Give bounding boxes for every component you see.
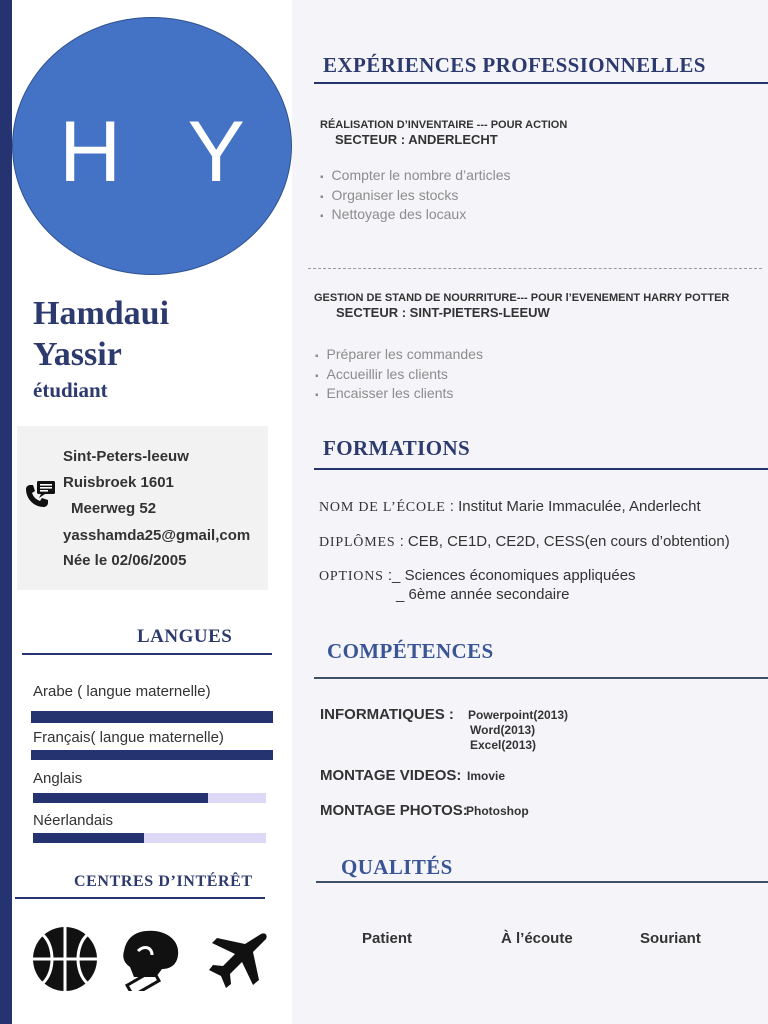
- language-bar-french: [31, 750, 273, 760]
- skill-video-key: MONTAGE VIDEOS:: [320, 767, 462, 784]
- skill-it-value-1: Powerpoint(2013): [468, 708, 569, 722]
- language-label-english: Anglais: [33, 770, 83, 787]
- list-item: ▪ Compter le nombre d’articles: [320, 167, 511, 187]
- job-2-title: GESTION DE STAND DE NOURRITURE--- POUR l’EVENEMENT HARRY POTTER: [314, 292, 730, 304]
- job-2-tasks: [315, 346, 483, 405]
- language-bar-arabic: [31, 711, 273, 723]
- monogram: H Y: [59, 104, 267, 200]
- boxing-glove-icon: [116, 927, 184, 991]
- language-bar-english: [33, 793, 266, 803]
- education-rule: [314, 468, 768, 470]
- contact-city: Sint-Peters-leeuw: [63, 448, 189, 465]
- quality-item-3: Souriant: [640, 930, 701, 947]
- job-1-title: RÉALISATION D’INVENTAIRE --- POUR ACTION: [320, 119, 568, 131]
- list-item: ▪ Accueillir les clients: [315, 366, 483, 386]
- sidebar-accent-strip: [0, 0, 12, 1024]
- skills-rule: [314, 677, 768, 679]
- contact-email[interactable]: yasshamda25@gmail,com: [63, 527, 251, 544]
- education-school: [319, 498, 701, 516]
- quality-item-1: Patient: [362, 930, 413, 947]
- interests-heading: CENTRES D’INTÉRÊT: [74, 873, 253, 890]
- skill-it-key: INFORMATIQUES :: [320, 706, 454, 723]
- basketball-icon: [31, 926, 99, 992]
- language-bar-fill-arabic: [31, 711, 273, 723]
- language-label-dutch: Néerlandais: [33, 812, 114, 829]
- languages-heading: LANGUES: [137, 626, 233, 647]
- education-options-key: OPTIONS: [319, 569, 384, 584]
- last-name: Yassir: [33, 336, 122, 373]
- qualities-rule: [316, 881, 768, 883]
- skill-photo-value: Photoshop: [466, 804, 529, 818]
- language-bar-fill-dutch: [33, 833, 144, 843]
- experience-heading: EXPÉRIENCES PROFESSIONNELLES: [323, 53, 706, 77]
- quality-item-2: À l’écoute: [501, 930, 573, 947]
- phone-chat-icon: [22, 480, 56, 514]
- contact-street: Ruisbroek 1601: [63, 474, 174, 491]
- contact-street-2: Meerweg 52: [71, 500, 157, 517]
- skill-photo-key: MONTAGE PHOTOS:: [320, 802, 468, 819]
- job-title: étudiant: [33, 378, 108, 402]
- language-label-arabic: Arabe ( langue maternelle): [33, 683, 211, 700]
- first-name: Hamdaui: [33, 295, 170, 332]
- experience-rule: [314, 82, 768, 84]
- job-1-sector: SECTEUR : ANDERLECHT: [335, 132, 498, 147]
- skills-heading: COMPÉTENCES: [327, 639, 494, 663]
- language-label-french: Français( langue maternelle): [33, 729, 224, 746]
- list-item: ▪ Nettoyage des locaux: [320, 206, 511, 226]
- education-options: [319, 567, 636, 585]
- skill-it-value-3: Excel(2013): [470, 738, 537, 752]
- qualities-heading: QUALITÉS: [341, 855, 453, 879]
- language-bar-fill-english: [33, 793, 208, 803]
- education-options-value-1: :_ Sciences économiques appliquées: [383, 567, 636, 584]
- education-school-value: : Institut Marie Immaculée, Anderlecht: [445, 498, 701, 515]
- education-school-key: NOM DE L’ÉCOLE: [319, 500, 446, 515]
- skill-video-value: Imovie: [467, 769, 506, 783]
- contact-birth: Née le 02/06/2005: [63, 552, 187, 569]
- education-diplomas: [319, 533, 730, 551]
- job-2-sector: SECTEUR : SINT-PIETERS-LEEUW: [336, 305, 550, 320]
- language-bar-fill-french: [31, 750, 273, 760]
- job-1-tasks: [320, 167, 511, 226]
- airplane-icon: [203, 930, 269, 992]
- list-item: ▪ Encaisser les clients: [315, 385, 483, 405]
- education-diplomas-value: : CEB, CE1D, CE2D, CESS(en cours d’obtention): [395, 533, 730, 550]
- interests-rule: [15, 897, 265, 899]
- education-heading: FORMATIONS: [323, 436, 471, 460]
- education-diplomas-key: DIPLÔMES: [319, 535, 396, 550]
- list-item: ▪ Organiser les stocks: [320, 187, 511, 207]
- language-bar-dutch: [33, 833, 266, 843]
- education-options-value-2: _ 6ème année secondaire: [396, 586, 570, 603]
- job-divider: [308, 268, 762, 269]
- list-item: ▪ Préparer les commandes: [315, 346, 483, 366]
- skill-it-value-2: Word(2013): [470, 723, 536, 737]
- languages-rule: [22, 653, 272, 655]
